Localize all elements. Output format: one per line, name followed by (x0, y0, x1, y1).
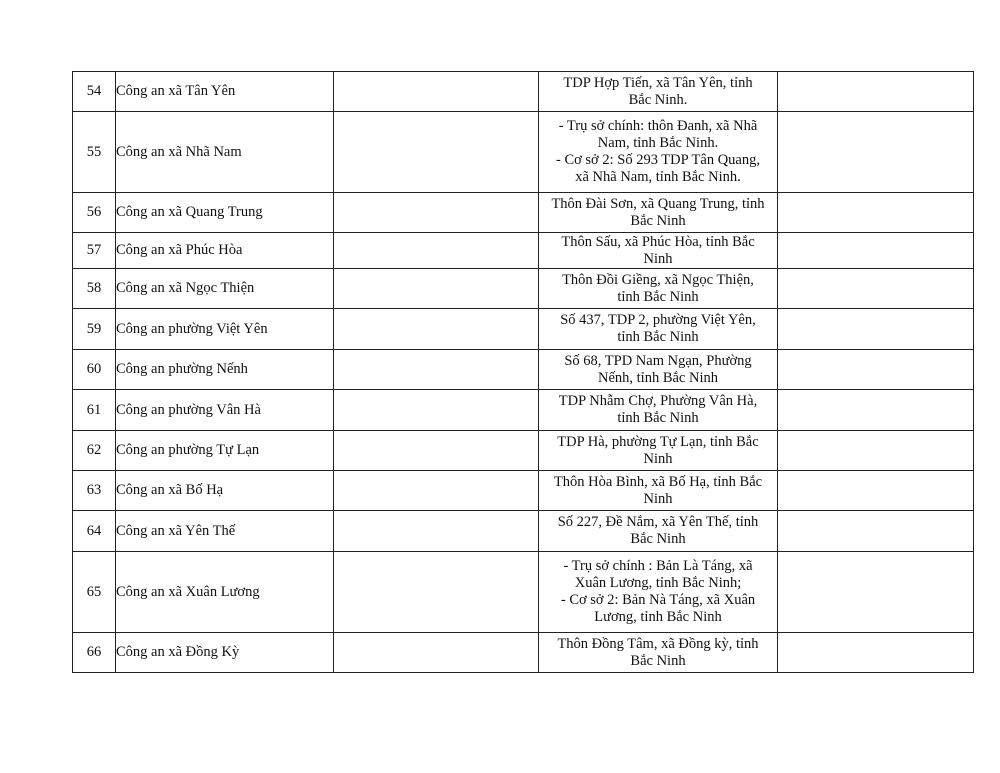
empty-cell (334, 309, 539, 350)
station-address (539, 471, 778, 511)
station-name: Công an xã Xuân Lương (116, 552, 334, 633)
address-line: tỉnh Bắc Ninh (617, 288, 699, 305)
station-name: Công an xã Nhã Nam (116, 112, 334, 193)
table-row (73, 233, 974, 269)
empty-cell (334, 511, 539, 552)
empty-cell (334, 112, 539, 193)
police-station-table (72, 71, 974, 673)
empty-cell (334, 233, 539, 269)
station-address (539, 112, 778, 193)
station-name: Công an phường Việt Yên (116, 309, 334, 350)
table-row (73, 193, 974, 233)
row-number: 66 (73, 633, 116, 673)
address-line: tỉnh Bắc Ninh (617, 329, 699, 345)
row-number: 56 (73, 193, 116, 233)
note-cell (778, 233, 974, 269)
station-address (539, 633, 778, 673)
row-number: 65 (73, 552, 116, 633)
note-cell (778, 431, 974, 471)
station-address (539, 269, 778, 309)
row-number: 57 (73, 233, 116, 269)
note-cell (778, 390, 974, 431)
station-address (539, 552, 778, 633)
table-row (73, 350, 974, 390)
note-cell (778, 269, 974, 309)
address-line: TDP Nhẫm Chợ, Phường Vân Hà, (558, 393, 758, 409)
station-address (539, 233, 778, 269)
empty-cell (334, 390, 539, 431)
empty-cell (334, 471, 539, 511)
address-line: Ninh (643, 450, 673, 467)
address-line: - Cơ sở 2: Bản Nà Táng, xã Xuân (560, 592, 756, 608)
table-row (73, 471, 974, 511)
station-name: Công an xã Bố Hạ (116, 471, 334, 511)
station-name: Công an phường Nếnh (116, 350, 334, 390)
address-line: tỉnh Bắc Ninh (617, 410, 699, 426)
address-line: xã Nhã Nam, tỉnh Bắc Ninh. (575, 169, 741, 185)
station-address (539, 193, 778, 233)
address-line: Thôn Đồi Giềng, xã Ngọc Thiện, (562, 271, 754, 288)
note-cell (778, 633, 974, 673)
station-address (539, 511, 778, 552)
address-line: Thôn Đồng Tâm, xã Đồng kỳ, tỉnh (557, 635, 759, 652)
address-line: TDP Hợp Tiến, xã Tân Yên, tỉnh (563, 74, 753, 91)
table-row (73, 633, 974, 673)
note-cell (778, 72, 974, 112)
address-line: Bắc Ninh. (628, 91, 688, 108)
table-row (73, 431, 974, 471)
station-name: Công an xã Ngọc Thiện (116, 269, 334, 309)
address-line: Thôn Hòa Bình, xã Bố Hạ, tỉnh Bắc (553, 473, 763, 490)
empty-cell (334, 72, 539, 112)
empty-cell (334, 633, 539, 673)
station-address (539, 390, 778, 431)
station-name: Công an phường Tự Lạn (116, 431, 334, 471)
note-cell (778, 471, 974, 511)
address-line: - Cơ sở 2: Số 293 TDP Tân Quang, (556, 152, 760, 168)
table-row (73, 552, 974, 633)
row-number: 59 (73, 309, 116, 350)
empty-cell (334, 193, 539, 233)
station-address (539, 309, 778, 350)
station-address (539, 72, 778, 112)
address-line: Số 68, TPD Nam Ngạn, Phường (564, 352, 752, 369)
station-address (539, 350, 778, 390)
address-line: Xuân Lương, tỉnh Bắc Ninh; (574, 575, 742, 591)
note-cell (778, 552, 974, 633)
station-name: Công an xã Phúc Hòa (116, 233, 334, 269)
address-line: Bắc Ninh (630, 212, 686, 229)
note-cell (778, 112, 974, 193)
note-cell (778, 350, 974, 390)
address-line: Nếnh, tỉnh Bắc Ninh (597, 369, 718, 386)
table-row (73, 309, 974, 350)
table-row (73, 72, 974, 112)
table-row (73, 511, 974, 552)
empty-cell (334, 431, 539, 471)
table-row (73, 390, 974, 431)
address-line: Bắc Ninh (630, 531, 686, 547)
table-row (73, 269, 974, 309)
row-number: 61 (73, 390, 116, 431)
note-cell (778, 309, 974, 350)
station-name: Công an xã Quang Trung (116, 193, 334, 233)
station-name: Công an phường Vân Hà (116, 390, 334, 431)
address-line: Số 227, Đề Nắm, xã Yên Thế, tỉnh (557, 514, 759, 530)
row-number: 58 (73, 269, 116, 309)
address-line: Nam, tỉnh Bắc Ninh. (597, 135, 719, 151)
row-number: 54 (73, 72, 116, 112)
empty-cell (334, 269, 539, 309)
address-line: Thôn Sấu, xã Phúc Hòa, tỉnh Bắc (561, 233, 755, 250)
row-number: 62 (73, 431, 116, 471)
row-number: 55 (73, 112, 116, 193)
address-line: - Trụ sở chính : Bản Là Táng, xã (563, 558, 753, 574)
address-line: Ninh (643, 250, 673, 267)
empty-cell (334, 552, 539, 633)
station-name: Công an xã Đồng Kỳ (116, 633, 334, 673)
address-line: Bắc Ninh (630, 652, 686, 669)
station-name: Công an xã Tân Yên (116, 72, 334, 112)
address-line: Thôn Đài Sơn, xã Quang Trung, tỉnh (551, 195, 765, 212)
table-row (73, 112, 974, 193)
address-line: Lương, tỉnh Bắc Ninh (594, 609, 722, 625)
station-address (539, 431, 778, 471)
row-number: 63 (73, 471, 116, 511)
station-name: Công an xã Yên Thế (116, 511, 334, 552)
address-line: - Trụ sở chính: thôn Đanh, xã Nhã (558, 118, 758, 134)
address-line: Số 437, TDP 2, phường Việt Yên, (560, 312, 756, 328)
empty-cell (334, 350, 539, 390)
row-number: 60 (73, 350, 116, 390)
note-cell (778, 193, 974, 233)
note-cell (778, 511, 974, 552)
address-line: TDP Hà, phường Tự Lạn, tỉnh Bắc (557, 433, 759, 450)
row-number: 64 (73, 511, 116, 552)
address-line: Ninh (643, 490, 673, 507)
table-body (73, 72, 974, 673)
